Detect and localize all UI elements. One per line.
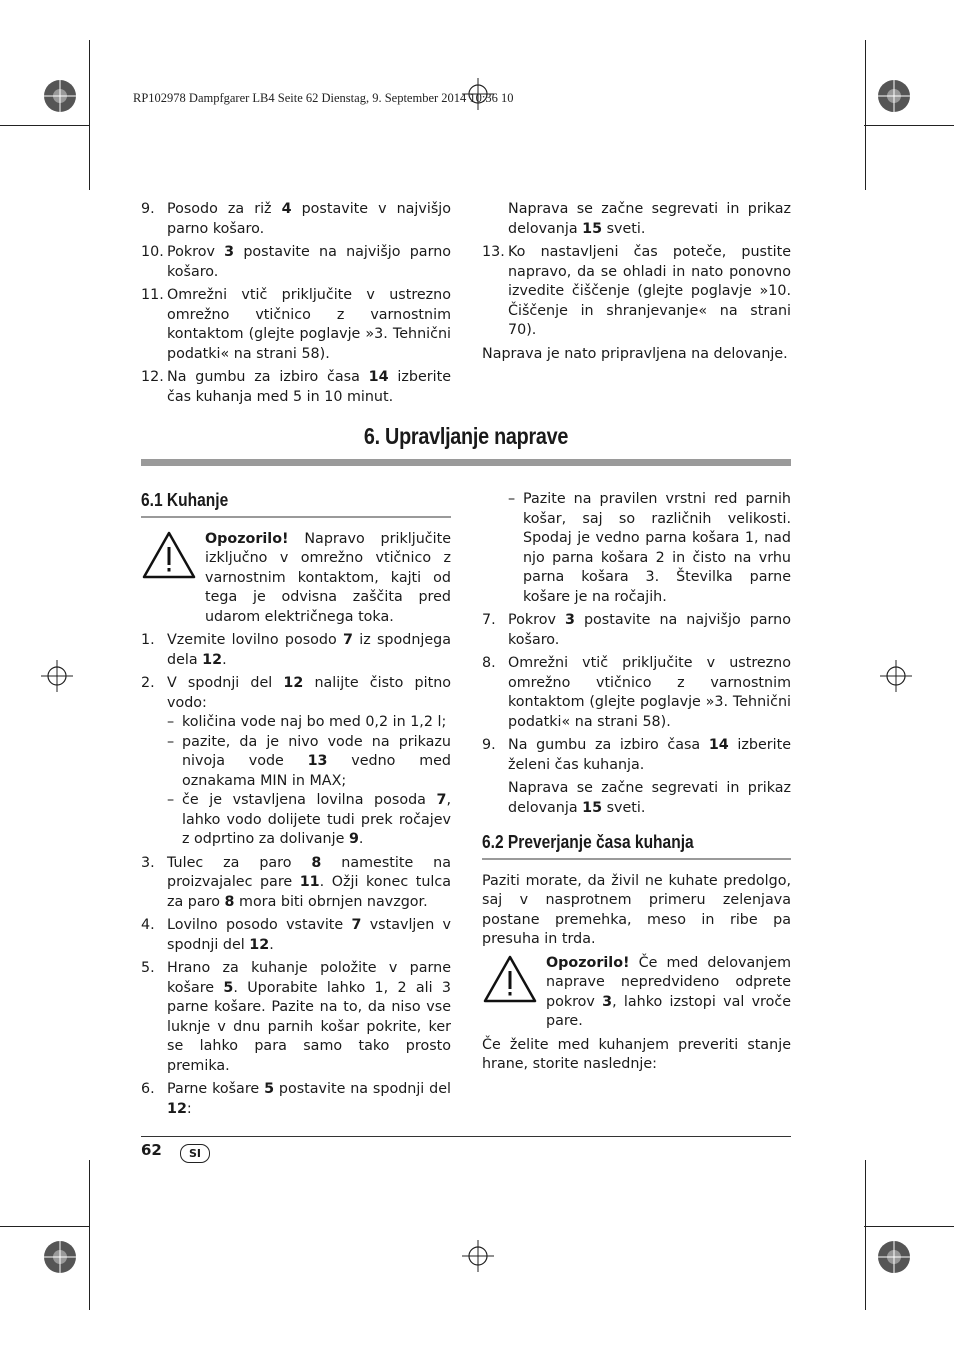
list-number: 12. — [141, 369, 164, 385]
list-text: Posodo za riž 4 postavite v najvišjo parno košaro. — [167, 201, 451, 237]
list-number: 2. — [141, 675, 155, 691]
top-left-item — [141, 200, 451, 239]
list-text: Tulec za paro 8 namestite na proizvajalec pare 11. Ožji konec tulca za paro 8 mora biti obrnjen navzgor. — [167, 854, 451, 910]
list-number: 11. — [141, 287, 164, 303]
list-text: Parne košare 5 postavite na spodnji del 12: — [167, 1081, 451, 1117]
left-item — [141, 1080, 451, 1119]
sub-item: – če je vstavljena lovilna posoda 7, lahko vodo dolijete tudi prek ročajev z odprtino za dolivanje 9. — [167, 792, 451, 847]
list-text: Hrano za kuhanje položite v parne košare 5. Uporabite lahko 1, 2 ali 3 parne košare. Pazite na to, da niso vse luknje v dnu parnih košar pokrite, ker se lahko para samo tako prosto premika. — [167, 960, 451, 1074]
list-text: Lovilno posodo vstavite 7 vstavljen v spodnji del 12. — [167, 917, 452, 953]
list-number: 3. — [141, 854, 155, 871]
left-item — [141, 854, 451, 913]
section-heading-6-1: 6.1 Kuhanje — [141, 489, 229, 510]
list-number: 7. — [482, 612, 496, 628]
section-heading-6-2: 6.2 Preverjanje časa kuhanja — [482, 831, 694, 852]
top-left-item — [141, 286, 451, 364]
top-right-continuation: Naprava se začne segrevati in prikaz delovanja 15 sveti. — [508, 201, 791, 237]
left-column — [141, 490, 451, 1123]
warning-block-2 — [482, 954, 791, 1032]
crop-line-bottom-right-h — [864, 1226, 954, 1227]
crop-line-bottom-left-h — [0, 1226, 90, 1227]
list-number: 13. — [482, 244, 505, 260]
list-text: Na gumbu za izbiro časa 14 izberite čas kuhanja med 5 in 10 minut. — [167, 369, 451, 405]
list-text: Pokrov 3 postavite na najvišjo parno košaro. — [167, 244, 451, 280]
list-text: Vzemite lovilno posodo 7 iz spodnjega dela 12. — [167, 632, 451, 668]
crosshair-mark-right-middle — [880, 660, 912, 692]
paragraph-last: Če želite med kuhanjem preveriti stanje hrane, storite naslednje: — [482, 1036, 791, 1072]
right-continuation: Naprava se začne segrevati in prikaz delovanja 15 sveti. — [508, 780, 791, 816]
registration-mark-bottom-right — [872, 1235, 916, 1279]
crop-line-bottom-right-v — [865, 1160, 866, 1310]
section-rule-6-1 — [141, 516, 451, 518]
right-item — [482, 611, 791, 650]
list-number: 6. — [141, 1081, 155, 1097]
basket-order-note: – Pazite na pravilen vrstni red parnih košar, saj so različnih velikosti. Spodaj je vedno parna košara 1, nad njo parna košara 2 in čisto na vrhu parna košara 3. Številka parne košare je na ročajih. — [508, 491, 791, 605]
top-left-item — [141, 368, 451, 407]
footer-rule — [141, 1136, 791, 1137]
top-left-item — [141, 243, 451, 282]
sub-item: – pazite, da je nivo vode na prikazu nivoja vode 13 vedno med oznakama MIN in MAX; — [167, 733, 451, 789]
list-text: V spodnji del 12 nalijte čisto pitno vodo: – količina vode naj bo med 0,2 in 1,2 l; – pazite, da je nivo vode na prikazu nivoja vode 13 vedno med oznakama MIN in MAX; – če je vstavljena lovilna posoda 7, lahko vodo dolijete tudi prek ročajev z odprtino za dolivanje 9. — [167, 674, 451, 850]
left-item — [141, 631, 451, 670]
cooking-steps-right — [482, 611, 791, 775]
list-number: 9. — [141, 201, 155, 217]
list-number: 1. — [141, 632, 155, 648]
paragraph-6-2: Paziti morate, da živil ne kuhate predolgo, saj v nasprotnem primeru zelenjava postane premehka, meso in ribe pa presuha in trda. — [482, 872, 791, 947]
page-number: 62 — [141, 1141, 162, 1159]
chapter-heading: 6. Upravljanje naprave — [363, 423, 569, 449]
left-item — [141, 674, 451, 850]
warning-triangle-icon — [482, 954, 546, 1032]
registration-mark-top-left — [38, 74, 82, 118]
language-badge: SI — [180, 1144, 210, 1163]
chapter-heading-bar — [141, 459, 791, 466]
crosshair-mark-bottom-center — [462, 1240, 494, 1272]
list-item-13 — [482, 243, 791, 341]
crop-line-top-left-h — [0, 125, 90, 126]
print-slug: RP102978 Dampfgarer LB4 Seite 62 Dienstag, 9. September 2014 10:36 10 — [133, 91, 514, 105]
list-text: Omrežni vtič priključite v ustrezno omrežno vtičnico z varnostnim kontaktom (glejte poglavje »3. Tehnični podatki« na strani 58). — [508, 655, 791, 730]
cooking-steps-left — [141, 631, 451, 1119]
warning-text-1: Opozorilo! Napravo priključite izključno v omrežno vtičnico z varnostnim kontaktom, kajti od tega je odvisna zaščita pred udarom električnega toka. — [205, 530, 451, 625]
crop-line-top-right-h — [864, 125, 954, 126]
registration-mark-bottom-left — [38, 1235, 82, 1279]
crop-line-top-left-v — [89, 40, 90, 190]
list-text: Pokrov 3 postavite na najvišjo parno košaro. — [508, 612, 791, 648]
crop-line-bottom-left-v — [89, 1160, 90, 1310]
registration-mark-top-right — [872, 74, 916, 118]
sub-item: – količina vode naj bo med 0,2 in 1,2 l; — [167, 714, 447, 730]
right-item — [482, 736, 791, 775]
crosshair-mark-left-middle — [41, 660, 73, 692]
warning-block-1 — [141, 530, 451, 628]
crop-line-top-right-v — [865, 40, 866, 190]
list-number: 9. — [482, 737, 496, 753]
list-number: 8. — [482, 655, 496, 671]
section-rule-6-2 — [482, 858, 791, 860]
list-number: 10. — [141, 244, 164, 260]
list-text: Omrežni vtič priključite v ustrezno omrežno vtičnico z varnostnim kontaktom (glejte poglavje »3. Tehnični podatki« na strani 58). — [167, 287, 451, 362]
warning-triangle-icon — [141, 530, 205, 628]
right-column — [482, 490, 791, 1079]
list-text: Na gumbu za izbiro časa 14 izberite želeni čas kuhanja. — [508, 737, 791, 773]
top-left-list — [141, 200, 451, 411]
left-item — [141, 916, 451, 955]
left-item — [141, 959, 451, 1076]
ready-text: Naprava je nato pripravljena na delovanje. — [482, 345, 788, 362]
top-right-block — [482, 200, 791, 368]
warning-text-2: Opozorilo! Če med delovanjem naprave nepredvideno odprete pokrov 3, lahko izstopi val vroče pare. — [546, 954, 792, 1029]
list-number: 4. — [141, 917, 155, 933]
right-item — [482, 654, 791, 732]
list-text: Ko nastavljeni čas poteče, pustite napravo, da se ohladi in nato ponovno izvedite čiščenje (glejte poglavje »10. Čiščenje in shranjevanje« na strani 70). — [508, 244, 791, 338]
list-number: 5. — [141, 960, 155, 976]
